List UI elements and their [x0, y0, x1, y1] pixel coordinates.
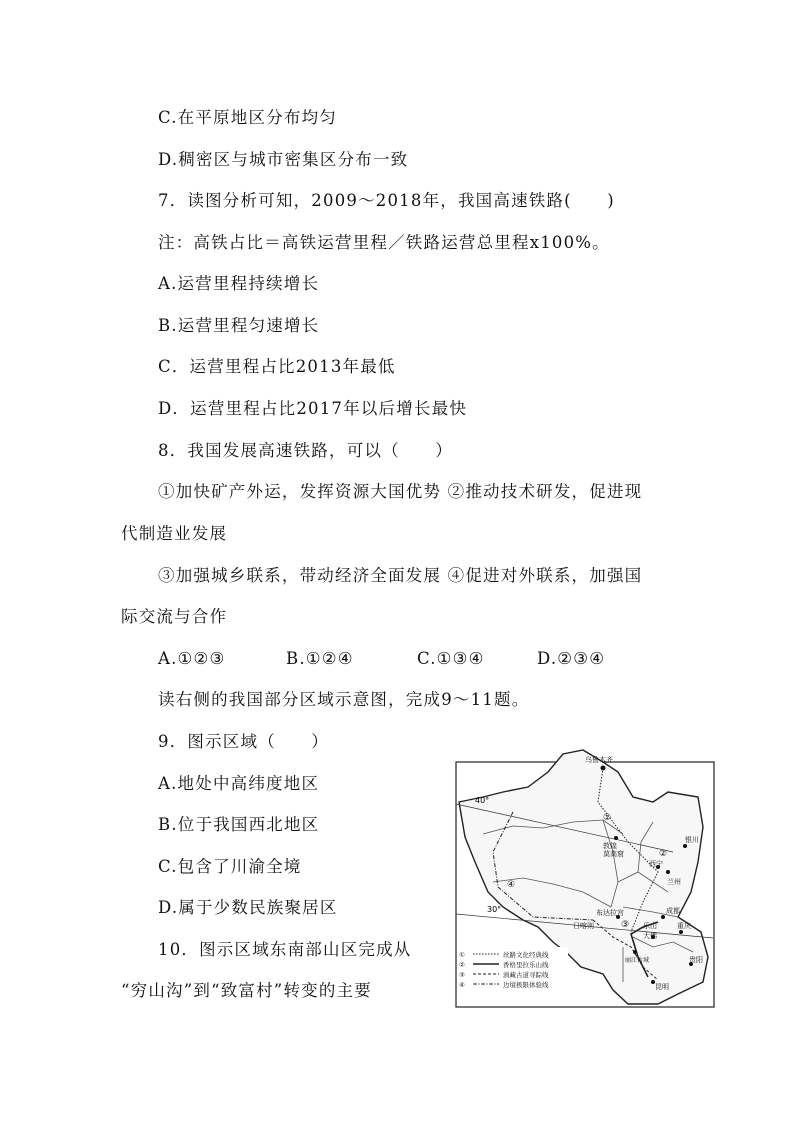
- route-mark-3: ③: [621, 920, 630, 930]
- city-dot-chengdu: [661, 915, 665, 919]
- q8-option-b: B.①②④: [286, 649, 354, 668]
- q8-options: [158, 648, 605, 670]
- route-mark-4: ④: [507, 880, 516, 890]
- route-mark-1: ①: [603, 813, 612, 823]
- question-10: 10．图示区域东南部山区完成从: [158, 940, 412, 959]
- place-guiyang: 贵阳: [689, 956, 703, 964]
- q8-option-d: D.②③④: [537, 649, 606, 668]
- legend-label-4: 边境极限体验线: [503, 981, 549, 989]
- place-xining: 西宁: [649, 860, 663, 868]
- latitude-label-40: 40°: [475, 796, 490, 805]
- city-dot-lanzhou: [666, 870, 670, 874]
- region-map: [453, 742, 717, 1010]
- place-shigatse: 日喀则: [573, 922, 594, 930]
- line-q7c: C．运营里程占比2013年最低: [158, 357, 396, 376]
- q8-statements-2: ③加强城乡联系，带动经济全面发展 ④促进对外联系，加强国: [158, 566, 643, 585]
- line-q9b: B.位于我国西北地区: [158, 815, 320, 834]
- legend-label-1: 丝路文化经典线: [503, 951, 549, 959]
- place-urumqi: 乌鲁木齐: [585, 756, 613, 764]
- question-7-note: 注：高铁占比＝高铁运营里程／铁路运营总里程x100%。: [158, 233, 610, 252]
- place-lijiang: 丽江古城: [625, 957, 650, 964]
- place-chongqing: 重庆: [677, 922, 691, 930]
- place-dafo: 大佛: [643, 932, 657, 940]
- city-dot-yinchuan: [683, 844, 687, 848]
- place-mogao: 莫高窟: [603, 850, 624, 858]
- place-yinchuan: 银川: [685, 836, 699, 844]
- place-dunhuang: 敦煌: [603, 842, 617, 850]
- line-q9a: A.地处中高纬度地区: [158, 774, 320, 793]
- city-dot-dunhuang: [614, 836, 618, 840]
- legend-mark-4: ④: [459, 981, 465, 989]
- map-intro: 读右侧的我国部分区域示意图，完成9～11题。: [158, 690, 530, 709]
- q8-option-c: C.①③④: [417, 649, 485, 668]
- city-dot-urumqi: [601, 766, 606, 771]
- place-chengdu: 成都: [666, 907, 680, 915]
- map-legend: [458, 947, 568, 997]
- question-10-cont: “穷山沟”到“致富村”转变的主要: [121, 981, 372, 1000]
- question-8: 8．我国发展高速铁路，可以（ ）: [158, 441, 453, 460]
- q8-statements-2-cont: 际交流与合作: [121, 607, 228, 626]
- place-potala: 布达拉宫: [596, 909, 624, 917]
- question-9: 9．图示区域（ ）: [158, 732, 329, 751]
- legend-mark-2: ②: [459, 961, 465, 969]
- line-q7d: D．运营里程占比2017年以后增长最快: [158, 399, 468, 418]
- line-q6c: C.在平原地区分布均匀: [158, 108, 337, 127]
- city-dot-chongqing: [679, 930, 683, 934]
- place-lanzhou: 兰州: [667, 878, 681, 886]
- route-mark-2: ②: [659, 849, 668, 859]
- question-7: 7．读图分析可知，2009～2018年，我国高速铁路( ): [158, 191, 615, 210]
- q8-statements-1: ①加快矿产外运，发挥资源大国优势 ②推动技术研发，促进现: [158, 482, 643, 501]
- legend-mark-1: ①: [459, 951, 465, 959]
- q8-statements-1-cont: 代制造业发展: [121, 524, 228, 543]
- city-dot-lijiang: [633, 950, 637, 954]
- line-q9d: D.属于少数民族聚居区: [158, 898, 338, 917]
- place-kunming: 昆明: [655, 983, 669, 991]
- latitude-label-30: 30°: [487, 905, 502, 914]
- legend-mark-3: ③: [459, 971, 465, 979]
- line-q6d: D.稠密区与城市密集区分布一致: [158, 150, 409, 169]
- line-q7b: B.运营里程匀速增长: [158, 316, 320, 335]
- line-q7a: A.运营里程持续增长: [158, 274, 320, 293]
- legend-label-2: 香格里拉乐山线: [503, 961, 549, 969]
- line-q9c: C.包含了川渝全境: [158, 857, 302, 876]
- place-leshan: 乐山: [643, 922, 657, 930]
- legend-label-3: 滇藏古道寻踪线: [503, 971, 549, 979]
- q8-option-a: A.①②③: [158, 649, 226, 668]
